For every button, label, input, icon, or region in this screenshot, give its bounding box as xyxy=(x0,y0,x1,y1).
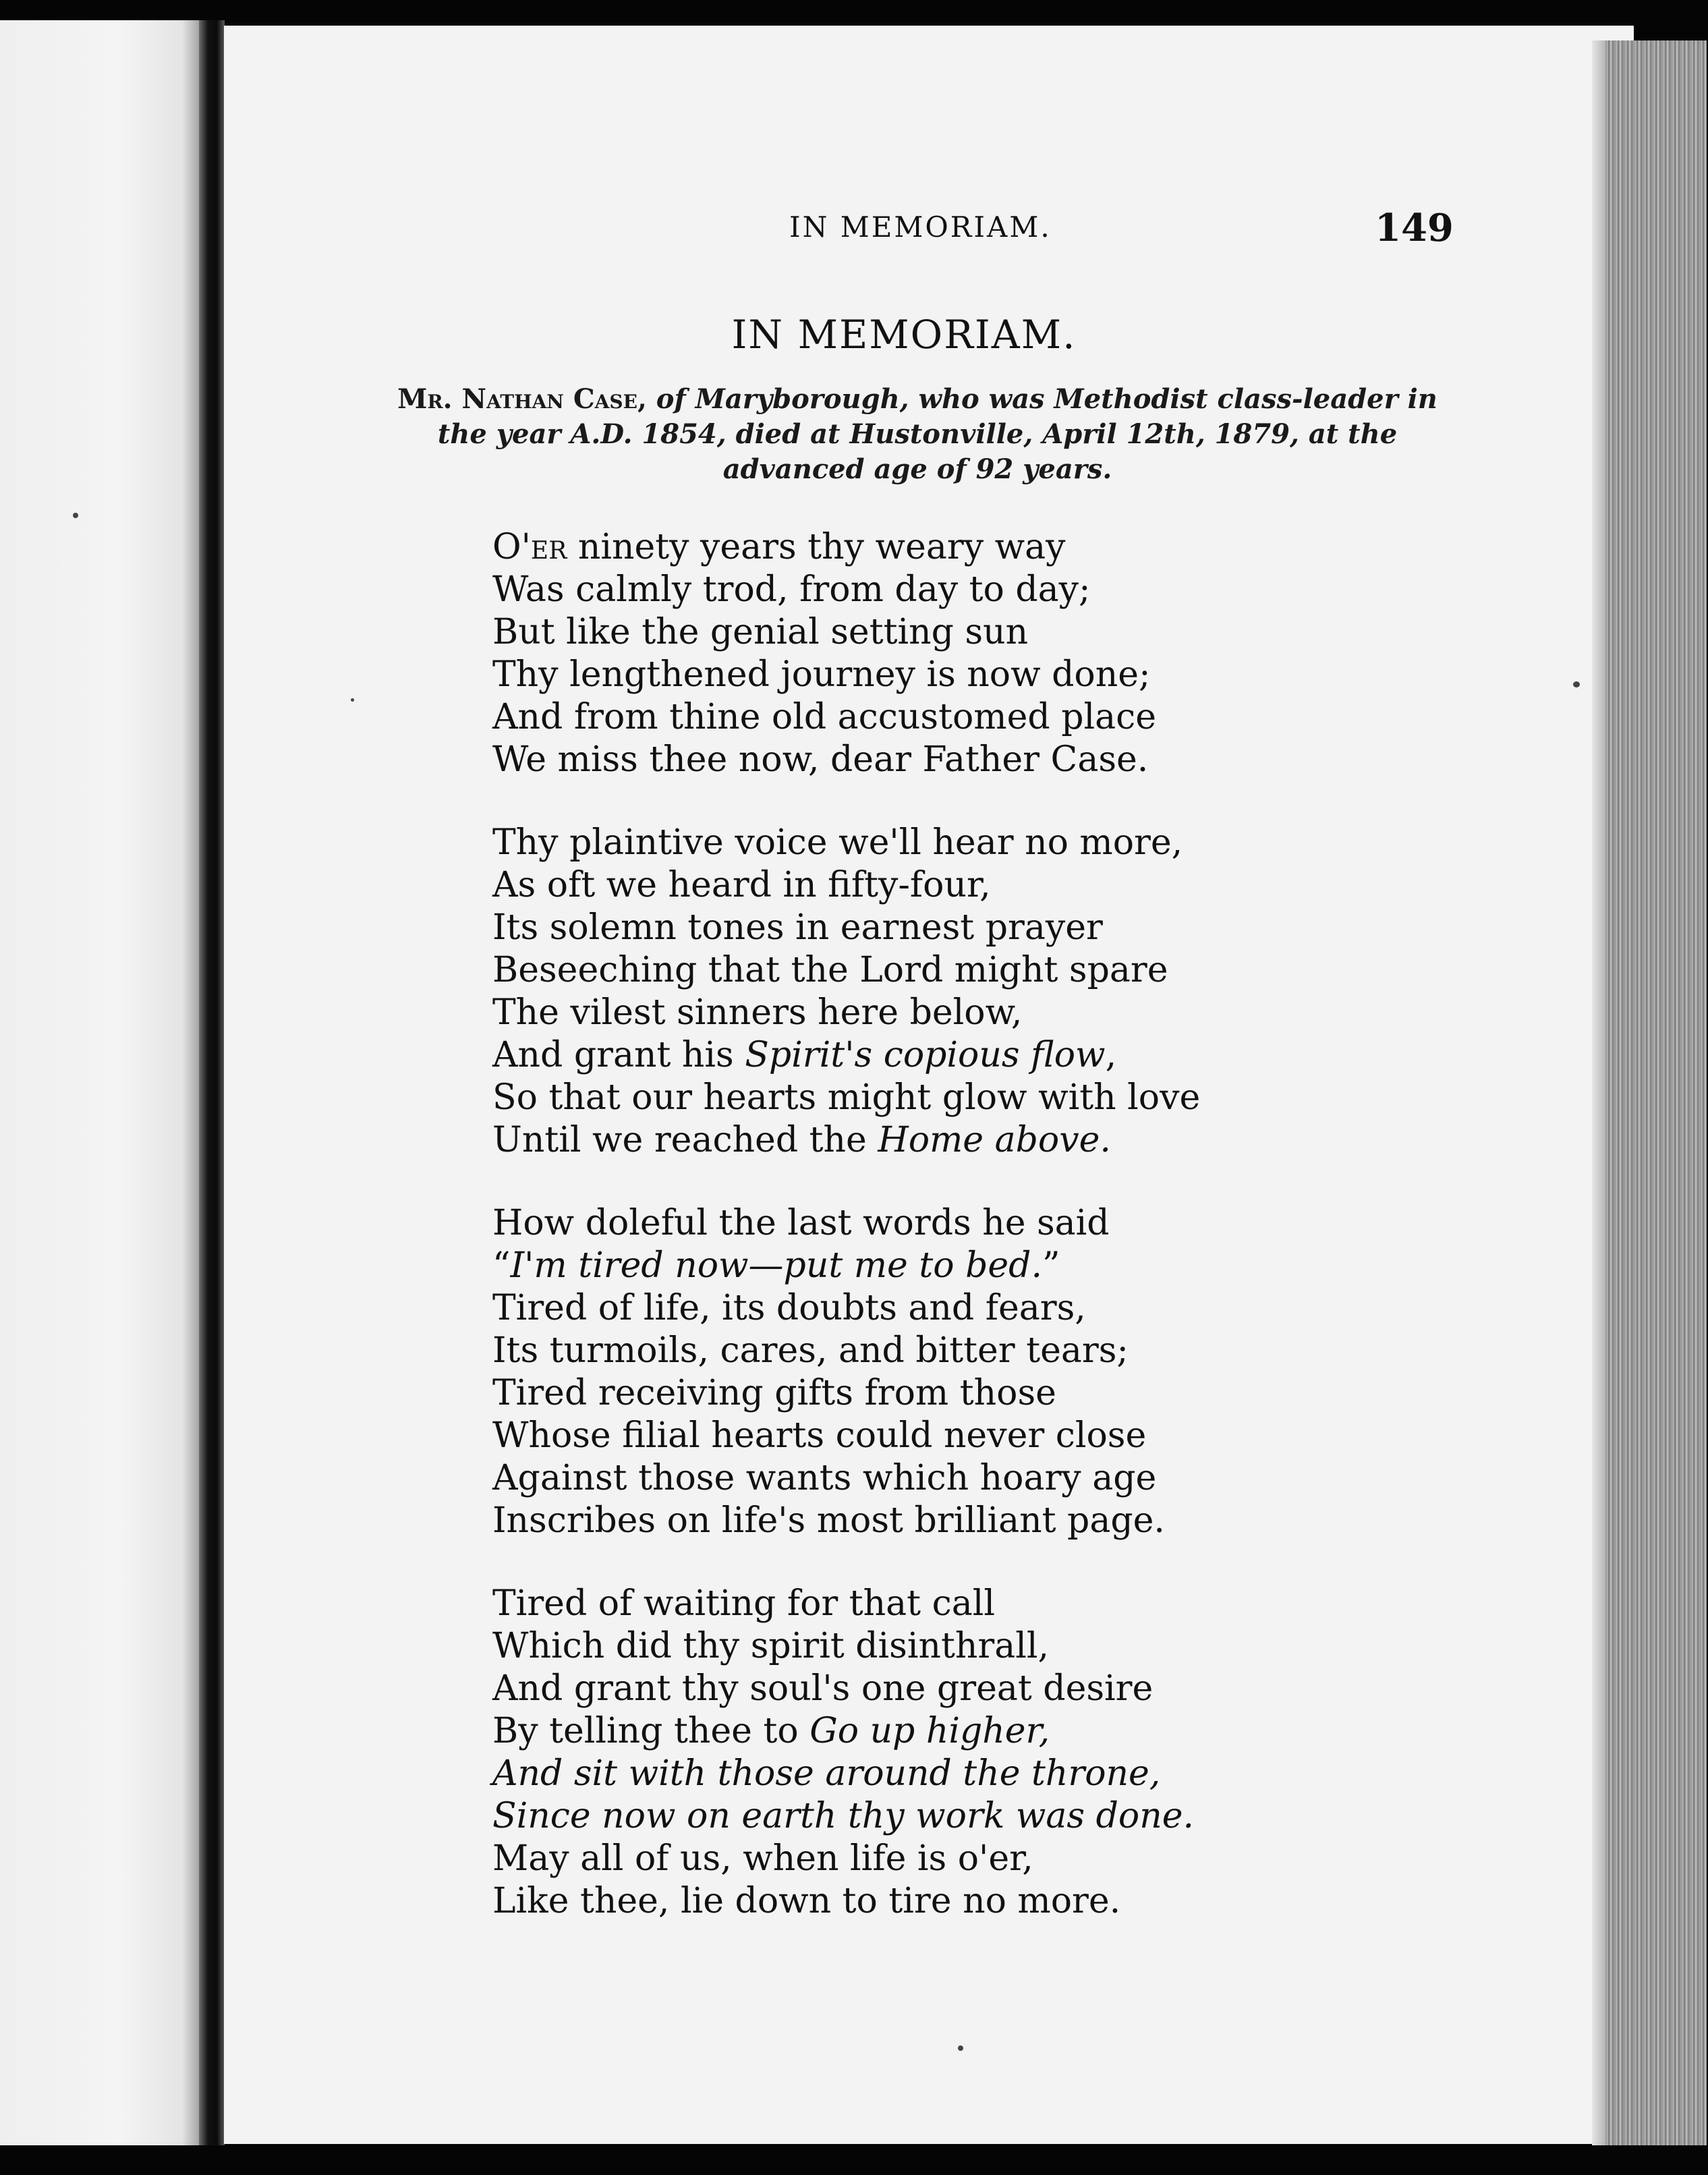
poem-title xyxy=(0,312,1708,358)
poem-line xyxy=(492,1795,1369,1838)
line-segment: And from thine old accustomed place xyxy=(492,697,1157,737)
line-segment: Against those wants which hoary age xyxy=(492,1458,1157,1498)
line-segment: Thy lengthened journey is now done; xyxy=(492,654,1151,695)
dedication-text: of Maryborough, who was Methodist class-leader in the year A.D. 1854, died at Hustonville, April 12th, 1879, at the advanced age of 92 years. xyxy=(437,383,1437,485)
line-segment: Its turmoils, cares, and bitter tears; xyxy=(492,1330,1129,1371)
poem-line xyxy=(492,949,1369,992)
line-segment: , xyxy=(1105,1035,1117,1075)
line-segment: Its solemn tones in earnest prayer xyxy=(492,907,1103,948)
line-segment: Home above. xyxy=(878,1120,1111,1160)
poem-line xyxy=(492,1457,1369,1500)
poem-line xyxy=(492,1077,1369,1119)
poem-line xyxy=(492,864,1369,907)
poem-line xyxy=(492,1119,1369,1162)
line-segment: O'er xyxy=(492,527,567,567)
line-segment: Beseeching that the Lord might spare xyxy=(492,950,1168,990)
poem-line xyxy=(492,1668,1369,1710)
poem-line xyxy=(492,1287,1369,1330)
line-segment: ninety years thy weary way xyxy=(567,527,1066,567)
line-segment: And grant thy soul's one great desire xyxy=(492,1668,1154,1709)
line-segment: But like the genial setting sun xyxy=(492,612,1029,652)
line-segment: Spirit's copious flow xyxy=(745,1035,1106,1075)
line-segment: And grant his xyxy=(492,1035,745,1075)
poem-line xyxy=(492,526,1369,569)
poem-line xyxy=(492,1202,1369,1245)
line-segment: May all of us, when life is o'er, xyxy=(492,1838,1033,1879)
line-segment: I'm tired now—put me to bed. xyxy=(510,1245,1042,1286)
line-segment: Tired of waiting for that call xyxy=(492,1583,995,1624)
poem-line xyxy=(492,654,1369,696)
running-header: IN MEMORIAM. xyxy=(789,210,1052,244)
page-number: 149 xyxy=(1375,206,1454,250)
line-segment: By telling thee to xyxy=(492,1711,810,1751)
poem-line xyxy=(492,569,1369,611)
poem-line xyxy=(492,1753,1369,1795)
line-segment: Which did thy spirit disinthrall, xyxy=(492,1626,1050,1666)
stanza xyxy=(492,526,1369,781)
scan-speck xyxy=(958,2045,963,2051)
poem-line xyxy=(492,1625,1369,1668)
line-segment: Whose filial hearts could never close xyxy=(492,1415,1147,1456)
poem-line xyxy=(492,822,1369,864)
poem-line xyxy=(492,696,1369,739)
scan-speck xyxy=(1573,681,1580,687)
poem-line xyxy=(492,1415,1369,1457)
line-segment: Until we reached the xyxy=(492,1120,878,1160)
poem-line xyxy=(492,1583,1369,1625)
line-segment: The vilest sinners here below, xyxy=(492,992,1023,1033)
poem-line xyxy=(492,1838,1369,1880)
line-segment: ” xyxy=(1042,1245,1060,1286)
poem-line xyxy=(492,1710,1369,1753)
line-segment: Inscribes on life's most brilliant page. xyxy=(492,1500,1165,1541)
dedication xyxy=(385,382,1450,487)
line-segment: “ xyxy=(492,1245,511,1286)
poem-line xyxy=(492,1880,1369,1923)
line-segment: And sit with those around the throne, xyxy=(492,1753,1161,1794)
line-segment: Tired receiving gifts from those xyxy=(492,1373,1056,1413)
poem-line xyxy=(492,739,1369,781)
scan-speck xyxy=(351,698,354,702)
stanza xyxy=(492,822,1369,1162)
poem-line xyxy=(492,1500,1369,1542)
line-segment: Tired of life, its doubts and fears, xyxy=(492,1288,1086,1328)
line-segment: So that our hearts might glow with love xyxy=(492,1077,1201,1118)
poem-line xyxy=(492,1330,1369,1372)
line-segment: Thy plaintive voice we'll hear no more, xyxy=(492,822,1183,863)
poem-title-text: IN MEMORIAM. xyxy=(731,312,1077,358)
poem-line xyxy=(492,907,1369,949)
line-segment: How doleful the last words he said xyxy=(492,1203,1110,1243)
poem-body xyxy=(492,526,1369,1963)
scan-speck xyxy=(73,513,78,518)
poem-line xyxy=(492,1245,1369,1287)
line-segment: Like thee, lie down to tire no more. xyxy=(492,1881,1121,1921)
dedication-name: Mr. Nathan Case, xyxy=(397,383,647,415)
line-segment: As oft we heard in fifty-four, xyxy=(492,865,991,905)
line-segment: Go up higher, xyxy=(809,1711,1050,1751)
poem-line xyxy=(492,611,1369,654)
poem-line xyxy=(492,992,1369,1034)
line-segment: We miss thee now, dear Father Case. xyxy=(492,739,1149,780)
stanza xyxy=(492,1583,1369,1923)
line-segment: Since now on earth thy work was done. xyxy=(492,1796,1194,1836)
stanza xyxy=(492,1202,1369,1542)
line-segment: Was calmly trod, from day to day; xyxy=(492,569,1091,610)
poem-line xyxy=(492,1372,1369,1415)
poem-line xyxy=(492,1034,1369,1077)
